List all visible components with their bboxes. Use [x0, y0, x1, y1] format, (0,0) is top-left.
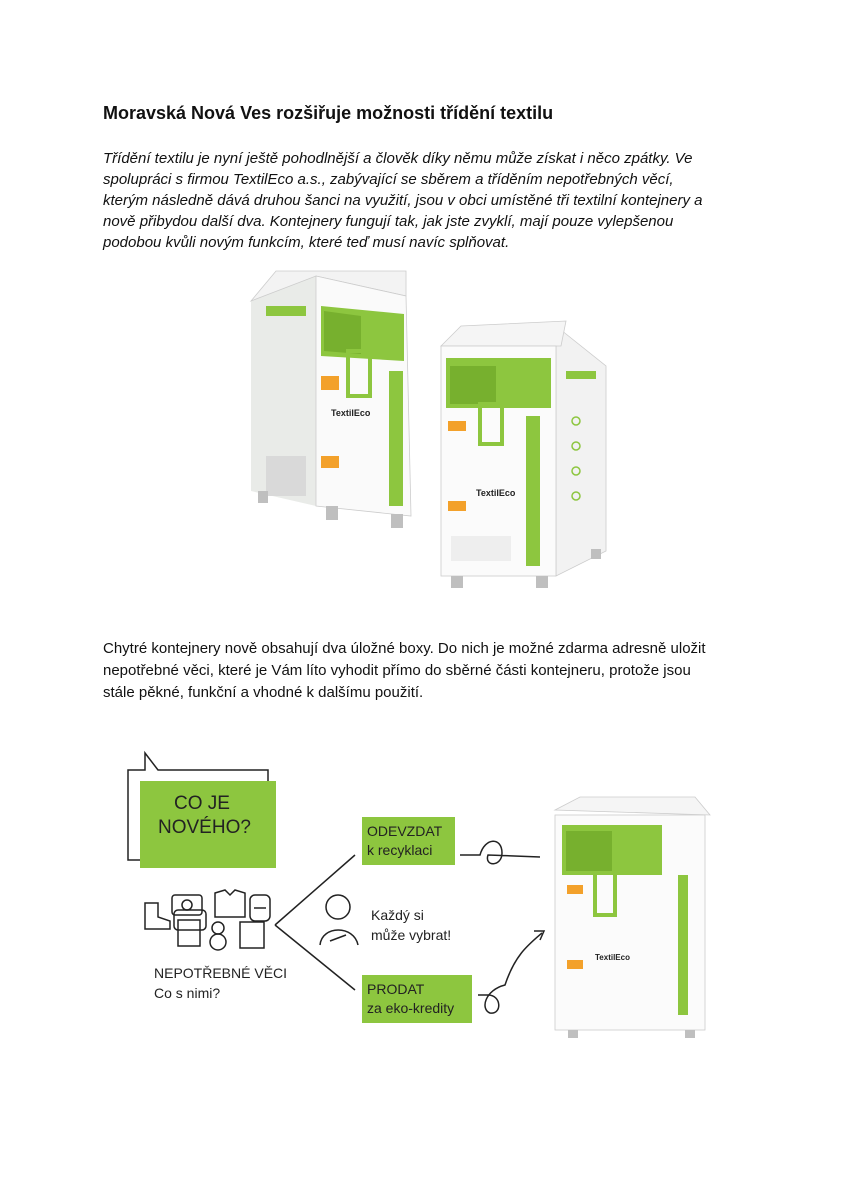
option1-line-1: ODEVZDAT	[367, 823, 443, 839]
person-icon	[320, 895, 358, 945]
camera-icon	[172, 895, 202, 915]
backpack-icon	[250, 895, 270, 921]
article-body	[103, 638, 753, 704]
intro-line: spolupráci s firmou TextilEco a.s., zabývající se sběrem a tříděním nepotřebných věcí,	[103, 171, 674, 188]
intro-line: nově přibydou další dva. Kontejnery fungují tak, jak jste zvyklí, mají pouze vylepšenou	[103, 213, 674, 230]
option2-line-2: za eko-kredity	[367, 1000, 455, 1016]
body-line: stále pěkné, funkční a vhodné k dalšímu použití.	[103, 684, 424, 701]
book-icon	[240, 922, 264, 948]
body-line: Chytré kontejnery nově obsahují dva úložné boxy. Do nich je možné zdarma adresně uložit	[103, 640, 706, 657]
choice-line-2: může vybrat!	[371, 927, 452, 943]
bubble-line-1: CO JE	[174, 793, 230, 814]
towel-icon	[178, 920, 200, 946]
option2-line-1: PRODAT	[367, 981, 425, 997]
bubble-line-2: NOVÉHO?	[158, 817, 251, 838]
article-intro	[103, 148, 753, 253]
arrow-sell	[478, 933, 542, 1013]
items-line-1: NEPOTŘEBNÉ VĚCI	[154, 965, 288, 981]
left-container	[251, 271, 411, 528]
items-line-2: Co s nimi?	[154, 985, 221, 1001]
arrow-recycle	[460, 841, 540, 864]
intro-line: Třídění textilu je nyní ještě pohodlnější a člověk díky němu může získat i něco zpátky. Ve	[103, 150, 693, 167]
infographic	[110, 745, 750, 1045]
containers-photo	[236, 266, 626, 596]
choice-line-1: Každý si	[371, 907, 424, 923]
body-line: nepotřebné věci, které je Vám líto vyhodit přímo do sběrné části kontejneru, protože jsou	[103, 662, 691, 679]
small-container-brand: TextilEco	[595, 953, 630, 962]
photo-brand-right: TextilEco	[476, 488, 516, 498]
boot-icon	[145, 903, 170, 929]
intro-line: kterým následně dává druhou šanci na využití, jsou v obci umístěné tři textilní kontejnery a	[103, 192, 703, 209]
intro-line: podobou kvůli novým funkcím, které teď musí navíc splňovat.	[103, 234, 510, 251]
small-container	[555, 797, 710, 1038]
teddy-bear-icon	[210, 922, 226, 950]
option1-line-2: k recyklaci	[367, 842, 433, 858]
photo-brand-left: TextilEco	[331, 408, 371, 418]
article-title: Moravská Nová Ves rozšiřuje možnosti třídění textilu	[103, 103, 554, 123]
shirt-icon	[215, 890, 245, 917]
items-icons	[145, 890, 270, 950]
right-container	[441, 321, 606, 588]
